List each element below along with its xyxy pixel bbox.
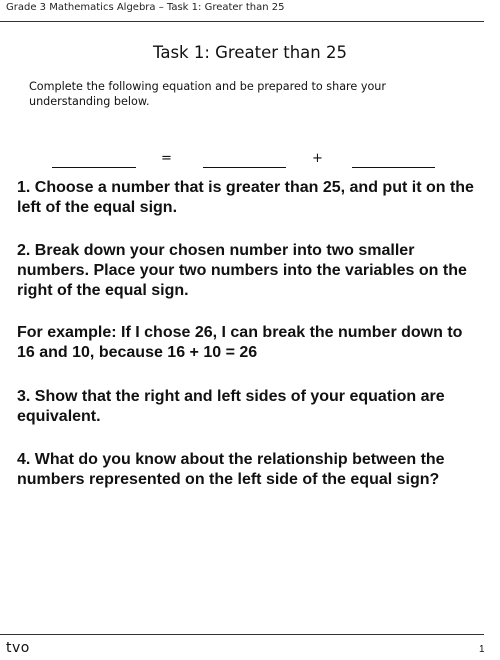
page-number: 1 [479, 644, 485, 655]
instruction-step-3: 3. Show that the right and left sides of your equation are equivalent. [17, 388, 445, 425]
header-divider [0, 21, 484, 22]
first-addend-blank [203, 167, 286, 168]
second-addend-blank [352, 167, 435, 168]
instruction-step-1: 1. Choose a number that is greater than 25, and put it on the left of the equal sign. [17, 179, 474, 216]
footer-divider [0, 634, 484, 635]
instruction-example: For example: If I chose 26, I can break the number down to 16 and 10, because 16 + 10 = 26 [17, 324, 463, 361]
equals-sign: = [161, 151, 172, 166]
instruction-step-2: 2. Break down your chosen number into two smaller numbers. Place your two numbers into the variables on the right of the equal sign. [17, 242, 467, 299]
task-title: Task 1: Greater than 25 [152, 43, 347, 62]
tvo-logo: tvo [6, 640, 30, 656]
plus-sign: + [312, 151, 323, 166]
instruction-step-4: 4. What do you know about the relationship between the numbers represented on the left side of the equal sign? [17, 451, 445, 488]
task-intro: Complete the following equation and be prepared to share your understanding below. [29, 80, 386, 108]
document-header: Grade 3 Mathematics Algebra – Task 1: Greater than 25 [6, 2, 285, 13]
equation-template [0, 150, 500, 170]
left-blank [52, 167, 136, 168]
